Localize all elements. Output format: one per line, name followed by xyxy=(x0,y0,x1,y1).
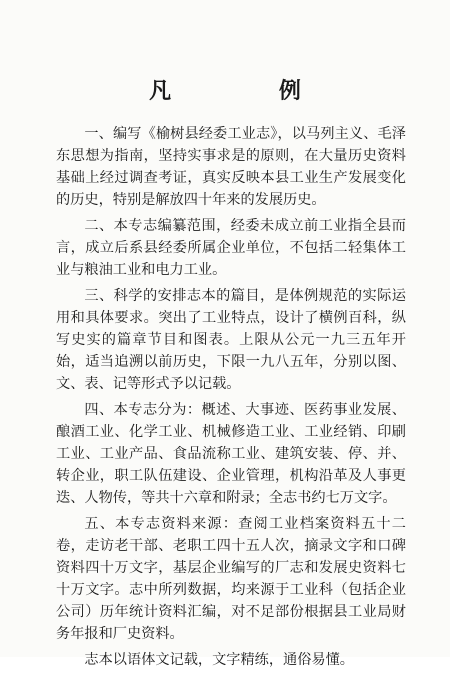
paragraph-6: 志本以语体文记载，文字精练，通俗易懂。 xyxy=(84,652,354,668)
document-body xyxy=(56,123,406,675)
paragraph-5: 五、本专志资料来源：查阅工业档案资料五十二卷，走访老干部、老职工四十五人次，摘录文字和口碑资料四十万文字，基层企业编写的厂志和发展史资料七十万文字。志中所列数据，均来源于工业科（包括企业公司）历年统计资料汇编，对不足部份根据县工业局财务年报和厂史资料。 xyxy=(56,516,406,642)
page-title: 凡 例 xyxy=(149,78,351,104)
paragraph-4: 四、本专志分为：概述、大事迹、医药事业发展、酿酒工业、化学工业、机械修造工业、工业经销、印刷工业、工业产品、食品流称工业、建筑安装、停、并、转企业，职工队伍建设、企业管理，机构沿革及人事更迭、人物传，等共十六章和附录；全志书约七万文字。 xyxy=(56,402,406,506)
paragraph-1: 一、编写《榆树县经委工业志》，以马列主义、毛泽东思想为指南，坚持实事求是的原则，在大量历史资料基础上经过调查考证，真实反映本县工业生产发展变化的历史，特别是解放四十年来的发展历史。 xyxy=(56,126,406,208)
paragraph-3: 三、科学的安排志本的篇目，是体例规范的实际运用和具体要求。突出了工业特点，设计了横例百科，纵写史实的篇章节目和图表。上限从公元一九三五年开始，适当追溯以前历史，下限一九八五年，分别以图、文、表、记等形式予以记载。 xyxy=(56,288,406,392)
paragraph-2: 二、本专志编纂范围，经委未成立前工业指全县而言，成立后系县经委所属企业单位，不包括二轻集体工业与粮油工业和电力工业。 xyxy=(56,218,406,278)
